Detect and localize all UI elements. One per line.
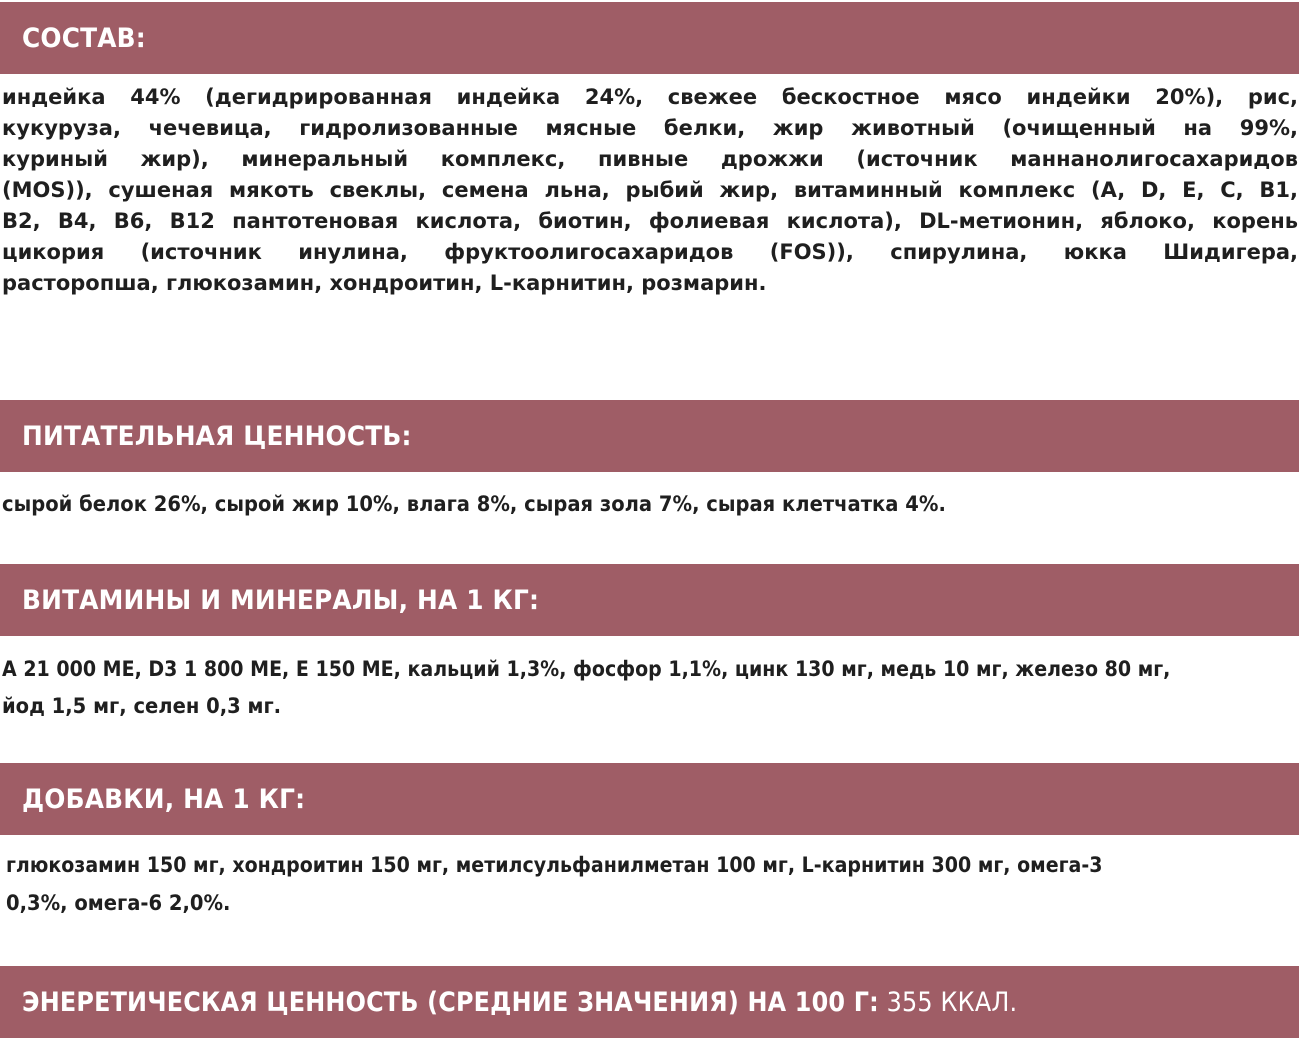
vitamins-title: ВИТАМИНЫ И МИНЕРАЛЫ, НА 1 КГ: <box>22 584 540 616</box>
nutrition-line: сырой белок 26%, сырой жир 10%, влага 8%, сырая зола 7%, сырая клетчатка 4%. <box>2 492 946 516</box>
composition-header <box>0 2 1299 74</box>
composition-line: B2, B4, B6, B12 пантотеновая кислота, биотин, фолиевая кислота), DL-метионин, яблоко, корень <box>2 209 1298 233</box>
energy-header <box>0 966 1299 1038</box>
composition-line: (MOS)), сушеная мякоть свеклы, семена льна, рыбий жир, витаминный комплекс (A, D, E, C, B1, <box>2 178 1298 202</box>
vitamins-line: A 21 000 МЕ, D3 1 800 МЕ, E 150 МЕ, кальций 1,3%, фосфор 1,1%, цинк 130 мг, медь 10 мг, железо 80 мг, <box>2 657 1171 681</box>
additives-line: 0,3%, омега-6 2,0%. <box>6 891 231 915</box>
additives-line: глюкозамин 150 мг, хондроитин 150 мг, метилсульфанилметан 100 мг, L-карнитин 300 мг, омега-3 <box>6 853 1103 877</box>
composition-title: СОСТАВ: <box>22 22 146 54</box>
energy-title <box>22 987 1017 1018</box>
energy-value: 355 ККАЛ. <box>878 986 1018 1018</box>
composition-line: расторопша, глюкозамин, хондроитин, L-карнитин, розмарин. <box>2 271 767 295</box>
composition-line: индейка 44% (дегидрированная индейка 24%, свежее бескостное мясо индейки 20%), рис, <box>2 85 1298 109</box>
nutrition-title: ПИТАТЕЛЬНАЯ ЦЕННОСТЬ: <box>22 420 412 452</box>
additives-title: ДОБАВКИ, НА 1 КГ: <box>22 783 306 815</box>
vitamins-line: йод 1,5 мг, селен 0,3 мг. <box>2 694 282 718</box>
vitamins-header <box>0 564 1299 636</box>
composition-text <box>2 82 1298 299</box>
additives-text <box>6 846 1296 922</box>
nutrition-header <box>0 400 1299 472</box>
energy-label: ЭНЕРЕТИЧЕСКАЯ ЦЕННОСТЬ (СРЕДНИЕ ЗНАЧЕНИЯ) НА 100 Г: <box>22 986 879 1018</box>
composition-line: кукуруза, чечевица, гидролизованные мясные белки, жир животный (очищенный на 99%, <box>2 116 1298 140</box>
composition-line: цикория (источник инулина, фруктоолигосахаридов (FOS)), спирулина, юкка Шидигера, <box>2 240 1298 264</box>
vitamins-text <box>2 651 1298 725</box>
nutrition-text <box>2 489 1298 520</box>
additives-header <box>0 763 1299 835</box>
composition-line: куриный жир), минеральный комплекс, пивные дрожжи (источник маннанолигосахаридов <box>2 147 1298 171</box>
